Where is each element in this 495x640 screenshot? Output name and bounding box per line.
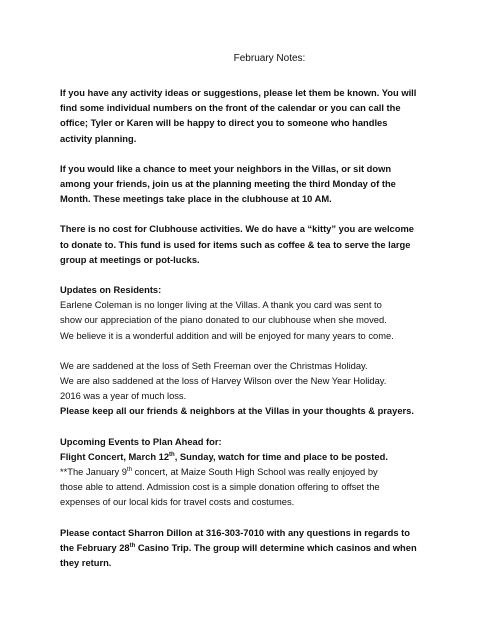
section-heading: Updates on Residents:	[60, 285, 162, 296]
text-line: they return.	[60, 558, 112, 569]
text-line: We are saddened at the loss of Seth Freeman over the Christmas Holiday.	[60, 360, 368, 371]
text-line: activity planning.	[60, 133, 137, 144]
text-line: There is no cost for Clubhouse activities. We do have a “kitty” you are welcome	[60, 224, 414, 235]
text-line: If you have any activity ideas or suggestions, please let them be known. You will	[60, 88, 417, 98]
casino-trip-paragraph	[60, 526, 467, 572]
text-line: Please keep all our friends & neighbors at the Villas in your thoughts & prayers.	[60, 406, 414, 417]
text-line: Please contact Sharron Dillon at 316-303-7010 with any questions in regards to	[60, 527, 410, 538]
casino-trip-line: the February 28th Casino Trip. The group will determine which casinos and when	[60, 542, 417, 553]
upcoming-events-section	[60, 435, 467, 511]
text-line: If you would like a chance to meet your neighbors in the Villas, or sit down	[60, 163, 392, 174]
text-line: We are also saddened at the loss of Harvey Wilson over the New Year Holiday.	[60, 376, 387, 387]
resident-updates-section	[60, 283, 467, 344]
text-line: expenses of our local kids for travel costs and costumes.	[60, 497, 295, 508]
text-line: find some individual numbers on the front of the calendar or you can call the	[60, 103, 401, 114]
page-title: February Notes:	[233, 53, 306, 64]
clubhouse-cost-paragraph	[60, 222, 467, 268]
planning-meeting-paragraph	[60, 162, 467, 208]
text-line: Earlene Coleman is no longer living at the Villas. A thank you card was sent to	[60, 300, 382, 311]
text-line: those able to attend. Admission cost is a simple donation offering to offset the	[60, 482, 380, 493]
january-concert-line: **The January 9th concert, at Maize South High School was really enjoyed by	[60, 467, 378, 478]
text-line: Month. These meetings take place in the clubhouse at 10 AM.	[60, 194, 332, 205]
text-line: group at meetings or pot-lucks.	[60, 254, 200, 265]
section-heading: Upcoming Events to Plan Ahead for:	[60, 436, 222, 447]
text-line: 2016 was a year of much loss.	[60, 391, 187, 402]
text-line: among your friends, join us at the planning meeting the third Monday of the	[60, 179, 396, 190]
flight-concert-line: Flight Concert, March 12th, Sunday, watch for time and place to be posted.	[60, 451, 388, 462]
text-line: to donate to. This fund is used for items such as coffee & tea to serve the large	[60, 239, 411, 250]
condolences-paragraph	[60, 359, 467, 420]
text-line: We believe it is a wonderful addition and will be enjoyed for many years to come.	[60, 330, 394, 341]
text-line: show our appreciation of the piano donated to our clubhouse when she moved.	[60, 315, 387, 326]
text-line: office; Tyler or Karen will be happy to direct you to someone who handles	[60, 118, 388, 129]
activity-ideas-paragraph	[60, 86, 467, 147]
